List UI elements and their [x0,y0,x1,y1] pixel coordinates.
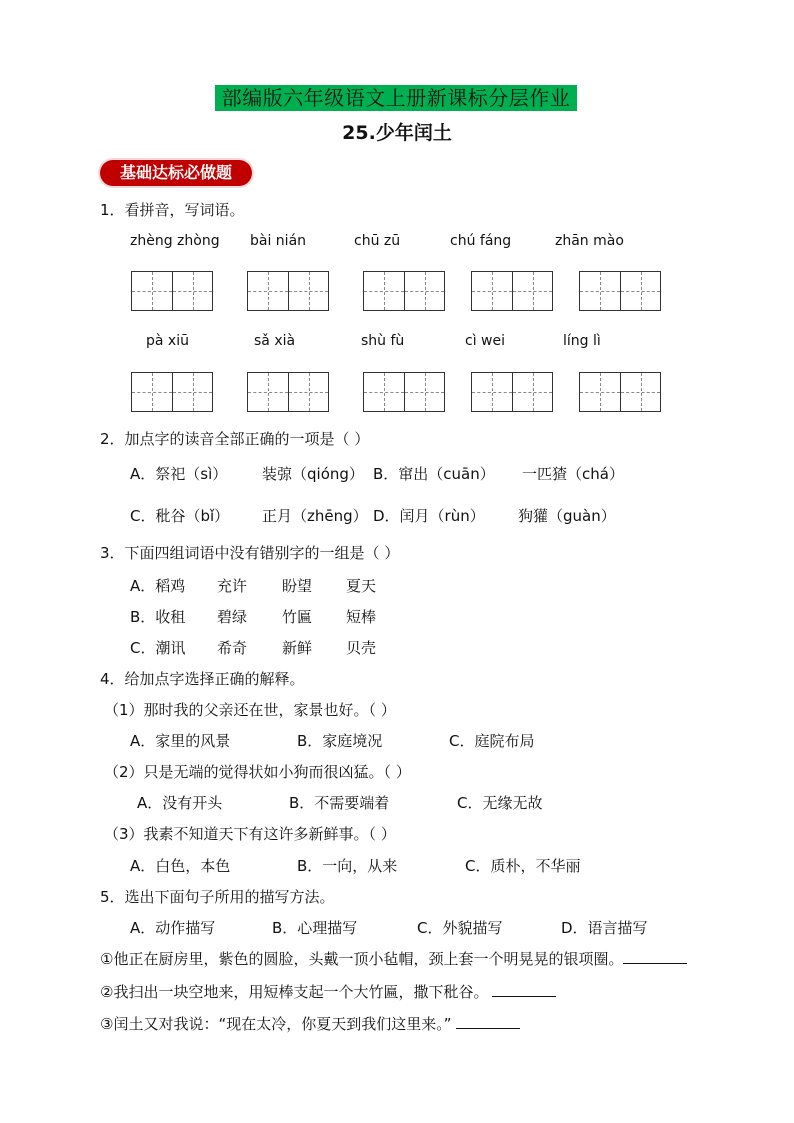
q5-sentence-2 [100,982,556,1002]
q2-option-d: D．闰月（rùn） [373,507,485,525]
q3-word: 充许 [217,577,248,595]
q3-word: 新鲜 [282,639,313,657]
q4-item2-opt-b: B．不需要端着 [289,794,390,812]
q3-word: 贝壳 [346,639,377,657]
q3-word: 短棒 [346,608,377,626]
q3-option-b: B．收租 [130,608,186,626]
q3-word: 盼望 [282,577,313,595]
q5-stem: 5．选出下面句子所用的描写方法。 [100,888,335,906]
q2-option-c: C．秕谷（bǐ） [130,507,230,525]
answer-grid[interactable] [363,271,445,311]
pinyin-label: chú fáng [450,233,512,249]
q4-item3-opt-c: C．质朴，不华丽 [465,857,581,875]
q2-option-a: A．祭祀（sì） [130,465,228,483]
q2-option-d-word2: 狗獾（guàn） [518,507,616,525]
q2-option-a-word2: 装弶（qióng） [262,465,364,483]
q5-opt-d: D．语言描写 [561,919,648,937]
q5-sentence-3 [100,1014,520,1034]
sentence-text: ③闰土又对我说：“现在太冷，你夏天到我们这里来。” [100,1015,452,1033]
q3-word: 希奇 [217,639,248,657]
q4-item1: （1）那时我的父亲还在世，家景也好。（ ） [104,701,396,719]
q3-word: 碧绿 [217,608,248,626]
q3-option-c: C．潮讯 [130,639,186,657]
q3-option-a: A．稻鸡 [130,577,186,595]
answer-grid[interactable] [247,271,329,311]
q4-item1-opt-c: C．庭院布局 [449,732,535,750]
q3-stem: 3．下面四组词语中没有错别字的一组是（ ） [100,544,400,562]
q2-stem: 2．加点字的读音全部正确的一项是（ ） [100,430,370,448]
answer-grid[interactable] [471,271,553,311]
answer-grid[interactable] [131,271,213,311]
answer-blank[interactable] [492,982,556,997]
q5-sentence-1 [100,949,687,969]
q4-item3: （3）我素不知道天下有这许多新鲜事。（ ） [104,825,396,843]
q2-option-c-word2: 正月（zhēng） [262,507,368,525]
answer-grid[interactable] [471,372,553,412]
q3-word: 竹匾 [282,608,313,626]
answer-blank[interactable] [456,1014,520,1029]
q4-item3-opt-b: B．一向，从来 [297,857,398,875]
pinyin-label: pà xiū [146,333,189,349]
sentence-text: ②我扫出一块空地来，用短棒支起一个大竹匾，撒下秕谷。 [100,983,489,1001]
answer-blank[interactable] [623,949,687,964]
q4-item2: （2）只是无端的觉得状如小狗而很凶猛。（ ） [104,763,411,781]
pinyin-label: shù fù [361,333,405,349]
q3-word: 夏天 [346,577,377,595]
q2-option-b: B．窜出（cuān） [373,465,495,483]
q4-item2-opt-c: C．无缘无故 [457,794,543,812]
q4-item1-opt-b: B．家庭境况 [297,732,383,750]
pinyin-label: líng lì [563,333,601,349]
q4-stem: 4．给加点字选择正确的解释。 [100,670,305,688]
q4-item2-opt-a: A．没有开头 [137,794,223,812]
q1-stem: 1．看拼音，写词语。 [100,201,245,219]
pinyin-label: cì wei [465,333,505,349]
pinyin-label: chū zū [354,233,401,249]
answer-grid[interactable] [363,372,445,412]
pinyin-label: bài nián [250,233,307,249]
answer-grid[interactable] [579,372,661,412]
q4-item1-opt-a: A．家里的风景 [130,732,231,750]
section-badge: 基础达标必做题 [100,160,252,186]
worksheet-banner: 部编版六年级语文上册新课标分层作业 [215,85,577,111]
q5-opt-b: B．心理描写 [272,919,358,937]
answer-grid[interactable] [579,271,661,311]
answer-grid[interactable] [131,372,213,412]
q5-opt-c: C．外貌描写 [417,919,503,937]
pinyin-label: sǎ xià [254,333,296,349]
pinyin-label: zhèng zhòng [130,233,220,249]
q2-option-b-word2: 一匹猹（chá） [522,465,624,483]
answer-grid[interactable] [247,372,329,412]
q5-opt-a: A．动作描写 [130,919,216,937]
sentence-text: ①他正在厨房里，紫色的圆脸，头戴一顶小毡帽，颈上套一个明晃晃的银项圈。 [100,950,624,968]
lesson-title: 25.少年闰土 [342,122,452,144]
q4-item3-opt-a: A．白色，本色 [130,857,231,875]
pinyin-label: zhān mào [555,233,624,249]
